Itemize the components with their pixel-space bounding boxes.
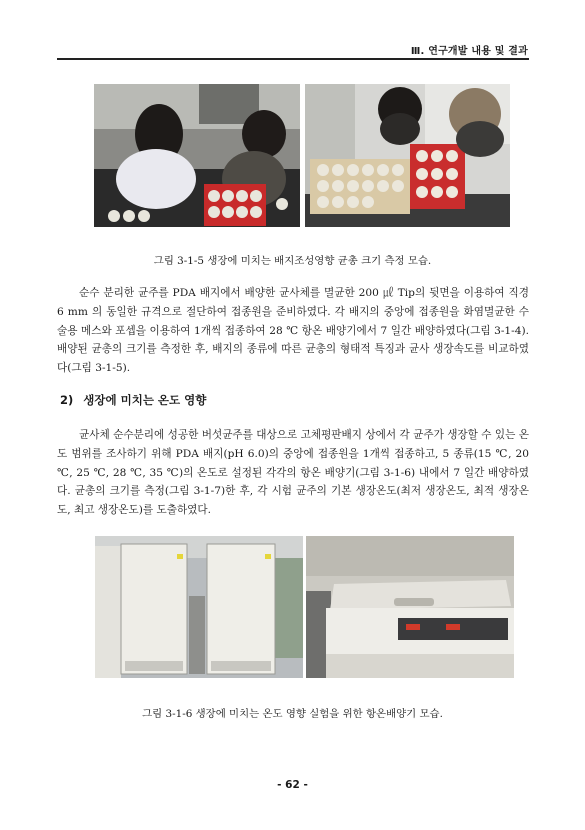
page-number: - 62 - xyxy=(277,779,308,791)
header-rule xyxy=(57,58,529,60)
figure-1-caption: 그림 3-1-5 생장에 미치는 배지조성영향 균총 크기 측정 모습. xyxy=(153,255,432,267)
chapter-header: Ⅲ. 연구개발 내용 및 결과 xyxy=(410,46,528,57)
shaking-incubator-photo xyxy=(306,536,514,678)
lab-workers-right-photo xyxy=(305,84,510,227)
lab-workers-left-photo xyxy=(94,84,300,227)
section-number: 2) xyxy=(60,393,74,407)
section-heading xyxy=(60,392,206,408)
section-title: 생장에 미치는 온도 영향 xyxy=(83,393,207,407)
figure-2-caption: 그림 3-1-6 생장에 미치는 온도 영향 실험을 위한 항온배양기 모습. xyxy=(142,708,443,720)
incubator-cabinets-photo xyxy=(95,536,303,678)
body-paragraph-2: 균사체 순수분리에 성공한 버섯균주를 대상으로 고체평판배지 상에서 각 균주가 생장할 수 있는 온도 범위를 조사하기 위해 PDA 배지(pH 6.0)의 중앙에 접종원을 1개씩 접종하고, 5 종류(15 ℃, 20 ℃, 25 ℃, 28 ℃, 35 ℃)의 온도로 설정된 각각의 항온 배양기(그림 3-1-6) 내에서 7 일간 배양하였다. 균총의 크기를 측정(그림 3-1-7)한 후, 각 시험 균주의 기본 생장온도(최저 생장온도, 최적 생장온도, 최고 생장온도)를 도출하였다. xyxy=(57,429,529,517)
body-paragraph-1: 순수 분리한 균주를 PDA 배지에서 배양한 균사체를 멸균한 200 ㎕ Tip의 뒷면을 이용하여 직경 6 mm 의 동일한 규격으로 절단하여 접종원을 준비하였다. 각 배지의 중앙에 접종원을 화염멸균한 수술용 메스와 포셉을 이용하여 1개씩 접종하여 28 ℃ 항온 배양기에서 7 일간 배양하였다(그림 3-1-4). 배양된 균총의 크기를 측정한 후, 배지의 종류에 따른 균총의 형태적 특징과 균사 생장속도를 비교하였다(그림 3-1-5). xyxy=(57,287,529,375)
